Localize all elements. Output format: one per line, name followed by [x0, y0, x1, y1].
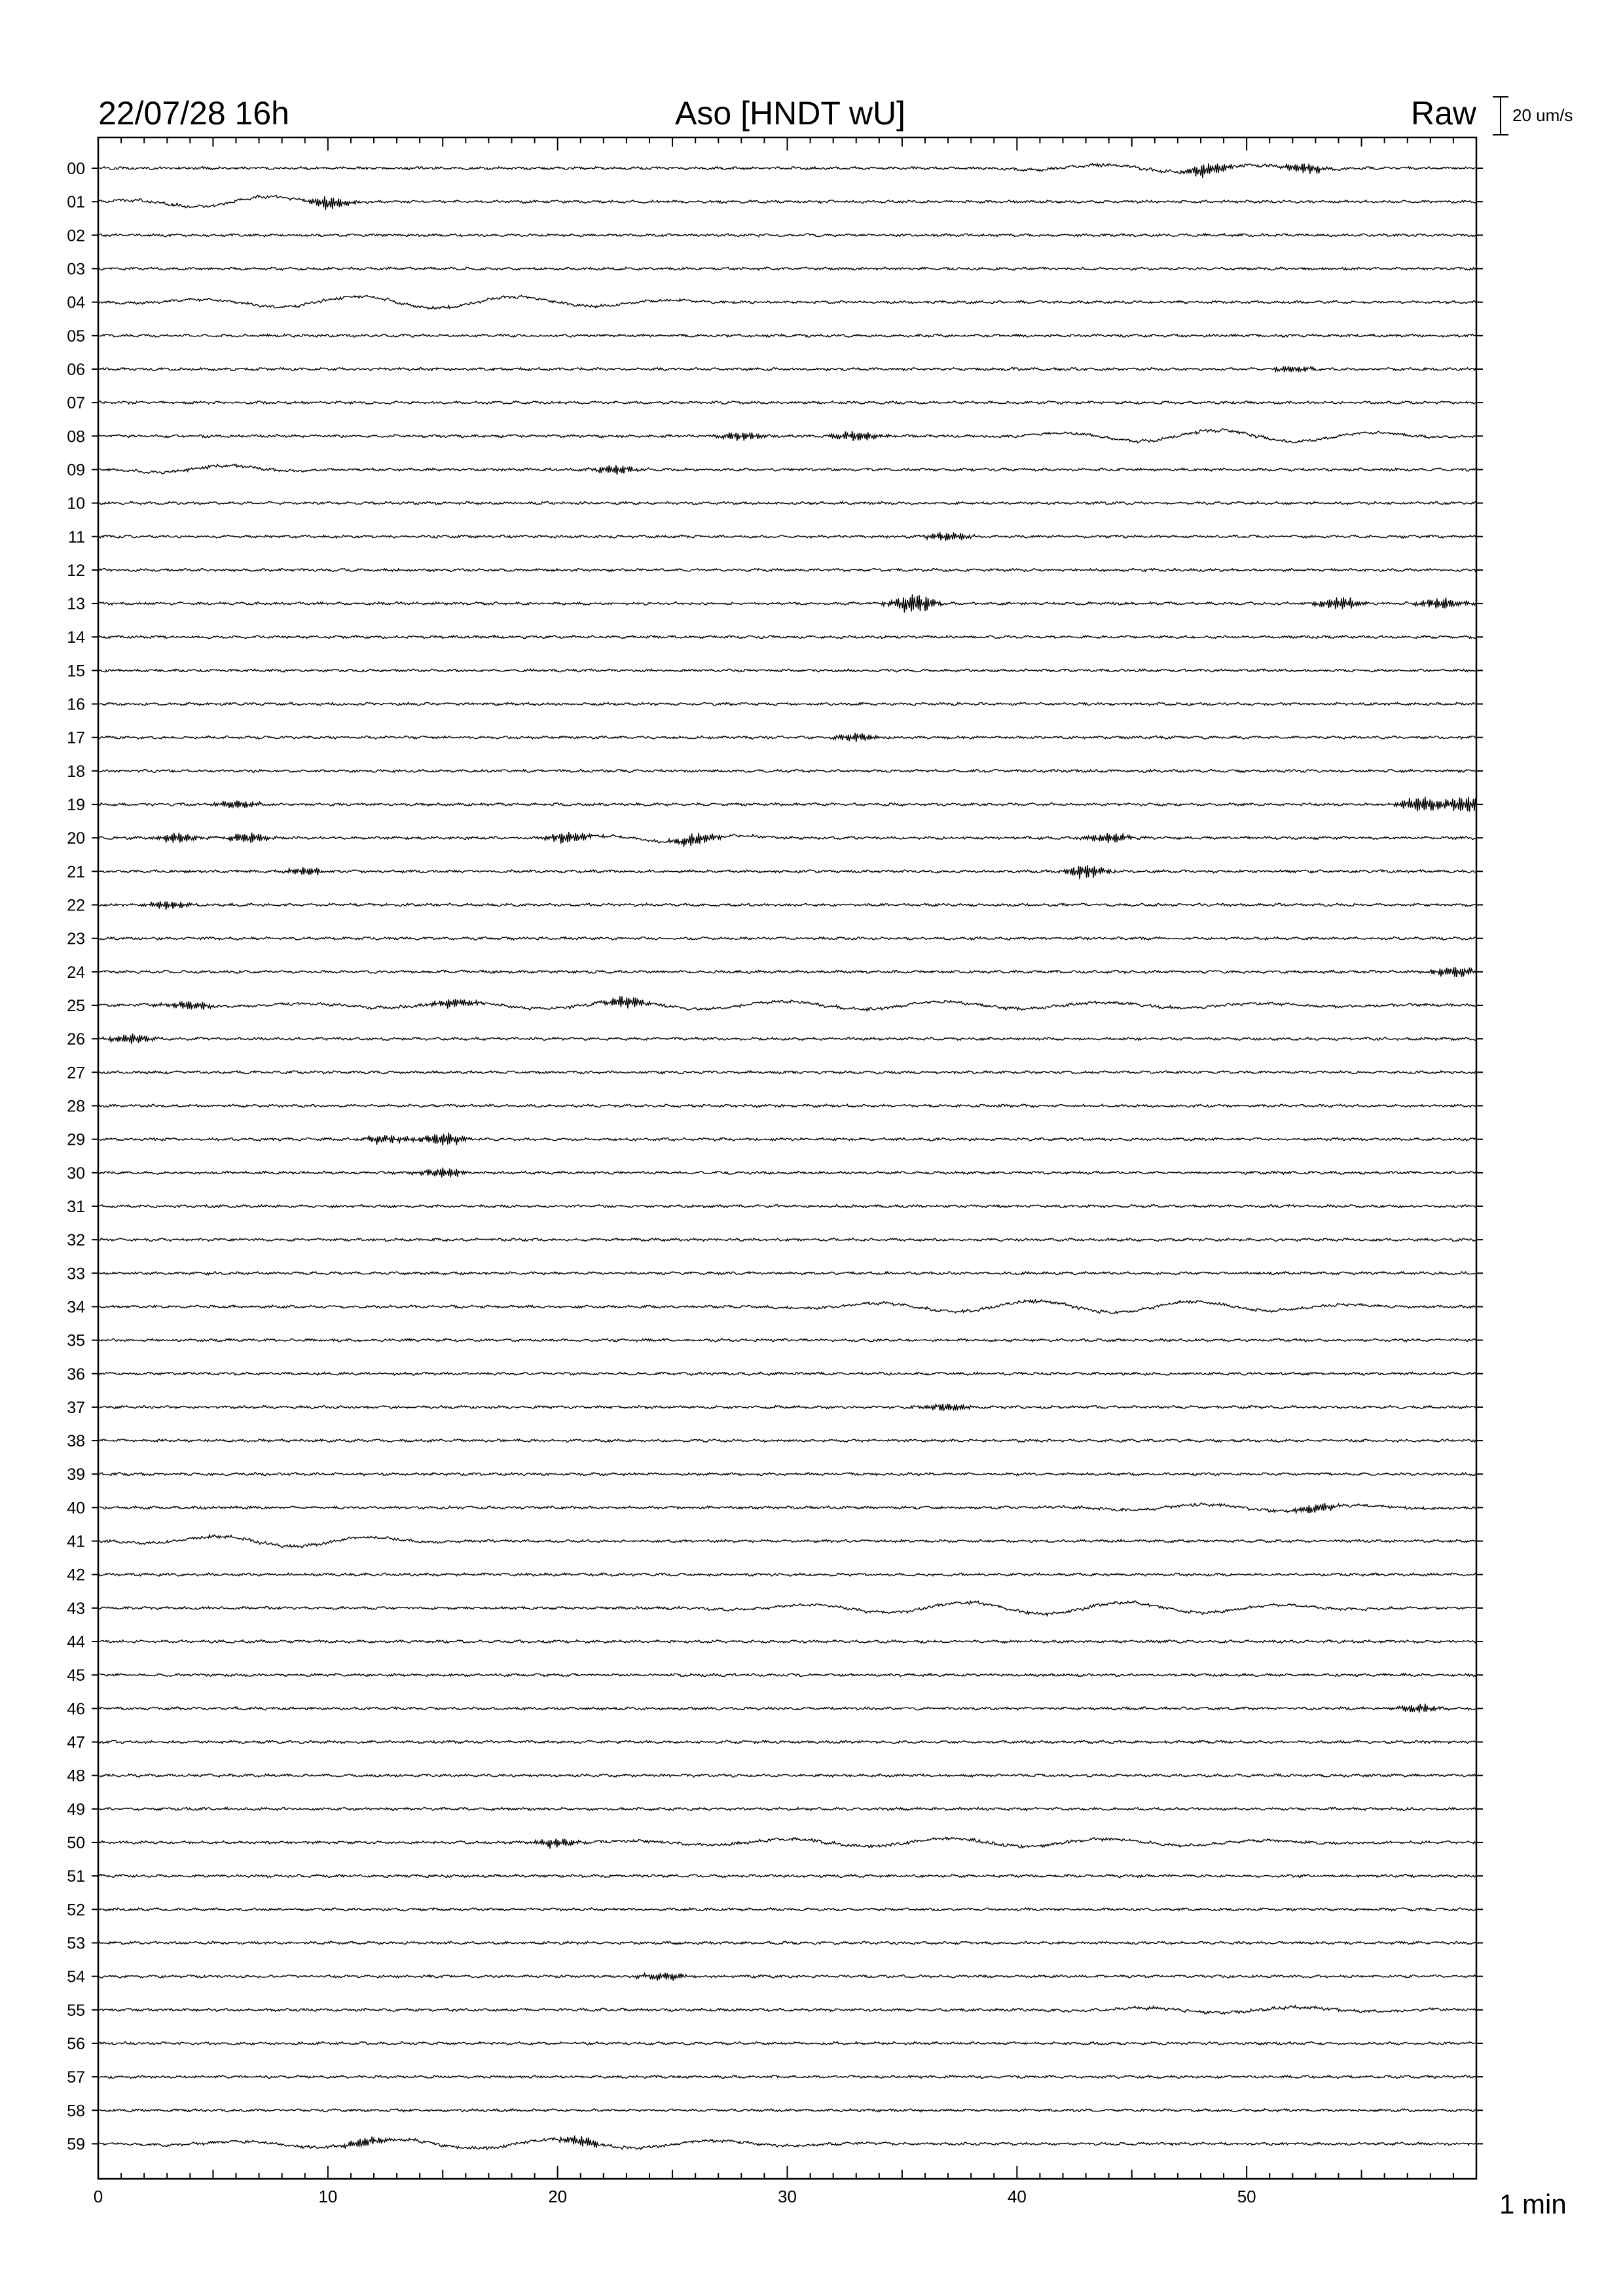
trace-14: [98, 636, 1476, 639]
amplitude-scale-label: 20 um/s: [1512, 105, 1573, 125]
trace-15: [98, 669, 1476, 672]
trace-57: [98, 2075, 1476, 2079]
x-axis-tick-labels: [94, 2187, 1256, 2206]
trace-23: [98, 937, 1476, 940]
row-label: 39: [67, 1465, 85, 1484]
row-label: 42: [67, 1566, 85, 1585]
row-label: 52: [67, 1901, 85, 1920]
trace-45: [98, 1674, 1476, 1677]
amplitude-scale-bar: [1493, 97, 1508, 135]
plot-frame: [98, 137, 1476, 2179]
trace-18: [98, 770, 1476, 773]
trace-04: [98, 295, 1476, 309]
row-label: 06: [67, 360, 85, 379]
trace-41: [98, 1535, 1476, 1548]
header-mode: Raw: [1410, 95, 1476, 132]
row-label: 15: [67, 662, 85, 681]
trace-52: [98, 1908, 1476, 1911]
trace-09: [98, 464, 1476, 475]
row-label: 12: [67, 561, 85, 580]
trace-37: [98, 1404, 1476, 1410]
trace-21: [98, 865, 1476, 879]
trace-32: [98, 1238, 1476, 1242]
trace-33: [98, 1272, 1476, 1275]
x-tick-label: 40: [1007, 2187, 1027, 2206]
row-label: 43: [67, 1599, 85, 1618]
trace-55: [98, 2005, 1476, 2014]
trace-13: [98, 594, 1476, 613]
row-label: 47: [67, 1733, 85, 1752]
row-label: 19: [67, 796, 85, 815]
trace-29: [98, 1133, 1476, 1146]
trace-26: [98, 1033, 1476, 1044]
row-label: 13: [67, 595, 85, 614]
trace-47: [98, 1740, 1476, 1744]
row-label: 07: [67, 394, 85, 413]
trace-22: [98, 901, 1476, 910]
row-label: 21: [67, 863, 85, 882]
row-label: 18: [67, 762, 85, 781]
row-label: 48: [67, 1767, 85, 1785]
seismic-traces: [98, 164, 1476, 2150]
row-label: 34: [67, 1298, 85, 1317]
row-label: 57: [67, 2068, 85, 2087]
row-label: 46: [67, 1700, 85, 1719]
x-axis-unit-label: 1 min: [1499, 2189, 1567, 2219]
trace-50: [98, 1837, 1476, 1848]
row-label: 28: [67, 1097, 85, 1116]
trace-16: [98, 702, 1476, 706]
row-label: 30: [67, 1164, 85, 1183]
row-label: 24: [67, 963, 85, 982]
row-label: 09: [67, 461, 85, 480]
row-label: 58: [67, 2102, 85, 2121]
trace-56: [98, 2042, 1476, 2045]
x-tick-label: 30: [778, 2187, 797, 2206]
trace-38: [98, 1439, 1476, 1443]
trace-24: [98, 967, 1476, 977]
row-label: 53: [67, 1934, 85, 1953]
x-tick-label: 10: [318, 2187, 338, 2206]
trace-30: [98, 1168, 1476, 1177]
trace-49: [98, 1808, 1476, 1811]
row-label: 45: [67, 1666, 85, 1685]
trace-46: [98, 1704, 1476, 1713]
row-label: 00: [67, 160, 85, 178]
trace-53: [98, 1941, 1476, 1945]
trace-02: [98, 234, 1476, 237]
row-label: 27: [67, 1064, 85, 1083]
row-label: 02: [67, 226, 85, 245]
trace-07: [98, 401, 1476, 404]
trace-36: [98, 1372, 1476, 1375]
trace-17: [98, 733, 1476, 742]
trace-00: [98, 164, 1476, 178]
trace-11: [98, 532, 1476, 541]
row-label: 37: [67, 1398, 85, 1417]
trace-05: [98, 334, 1476, 337]
chart-title: Aso [HNDT wU]: [675, 95, 905, 132]
row-label: 08: [67, 427, 85, 446]
row-label: 29: [67, 1130, 85, 1149]
trace-08: [98, 429, 1476, 443]
row-label: 22: [67, 896, 85, 915]
row-label: 56: [67, 2034, 85, 2053]
trace-19: [98, 797, 1476, 812]
x-tick-label: 0: [93, 2187, 103, 2206]
row-label: 25: [67, 997, 85, 1015]
row-label: 41: [67, 1532, 85, 1551]
row-label: 49: [67, 1800, 85, 1819]
trace-58: [98, 2109, 1476, 2112]
row-label: 04: [67, 293, 85, 312]
trace-40: [98, 1503, 1476, 1513]
row-label: 16: [67, 695, 85, 714]
row-label: 20: [67, 829, 85, 848]
row-label: 59: [67, 2135, 85, 2154]
trace-34: [98, 1300, 1476, 1314]
trace-43: [98, 1601, 1476, 1616]
trace-20: [98, 832, 1476, 847]
trace-42: [98, 1573, 1476, 1576]
row-label: 10: [67, 494, 85, 513]
row-label: 14: [67, 628, 85, 647]
row-label: 26: [67, 1030, 85, 1049]
trace-06: [98, 367, 1476, 372]
trace-35: [98, 1338, 1476, 1342]
row-label: 36: [67, 1365, 85, 1384]
row-label: 51: [67, 1867, 85, 1886]
trace-39: [98, 1473, 1476, 1476]
trace-27: [98, 1071, 1476, 1074]
trace-10: [98, 501, 1476, 505]
row-label: 38: [67, 1432, 85, 1451]
trace-03: [98, 267, 1476, 270]
row-label: 40: [67, 1499, 85, 1518]
row-labels: [67, 160, 1483, 2153]
row-label: 01: [67, 193, 85, 212]
row-label: 31: [67, 1197, 85, 1216]
row-label: 03: [67, 260, 85, 279]
header-datetime: 22/07/28 16h: [98, 95, 289, 132]
trace-44: [98, 1640, 1476, 1643]
row-label: 32: [67, 1231, 85, 1250]
row-label: 11: [68, 528, 85, 547]
row-label: 54: [67, 1967, 85, 1986]
trace-48: [98, 1774, 1476, 1777]
trace-51: [98, 1874, 1476, 1878]
row-label: 44: [67, 1633, 85, 1652]
row-label: 33: [67, 1265, 85, 1283]
axis-ticks: [98, 137, 1476, 2179]
trace-28: [98, 1104, 1476, 1107]
row-label: 55: [67, 2001, 85, 2020]
trace-59: [98, 2136, 1476, 2150]
trace-54: [98, 1973, 1476, 1981]
trace-12: [98, 569, 1476, 572]
row-label: 05: [67, 327, 85, 346]
row-label: 35: [67, 1331, 85, 1350]
row-label: 50: [67, 1834, 85, 1852]
x-tick-label: 20: [548, 2187, 568, 2206]
row-label: 23: [67, 929, 85, 948]
row-label: 17: [67, 728, 85, 747]
trace-31: [98, 1205, 1476, 1208]
trace-25: [98, 996, 1476, 1011]
x-tick-label: 50: [1237, 2187, 1256, 2206]
trace-01: [98, 196, 1476, 211]
